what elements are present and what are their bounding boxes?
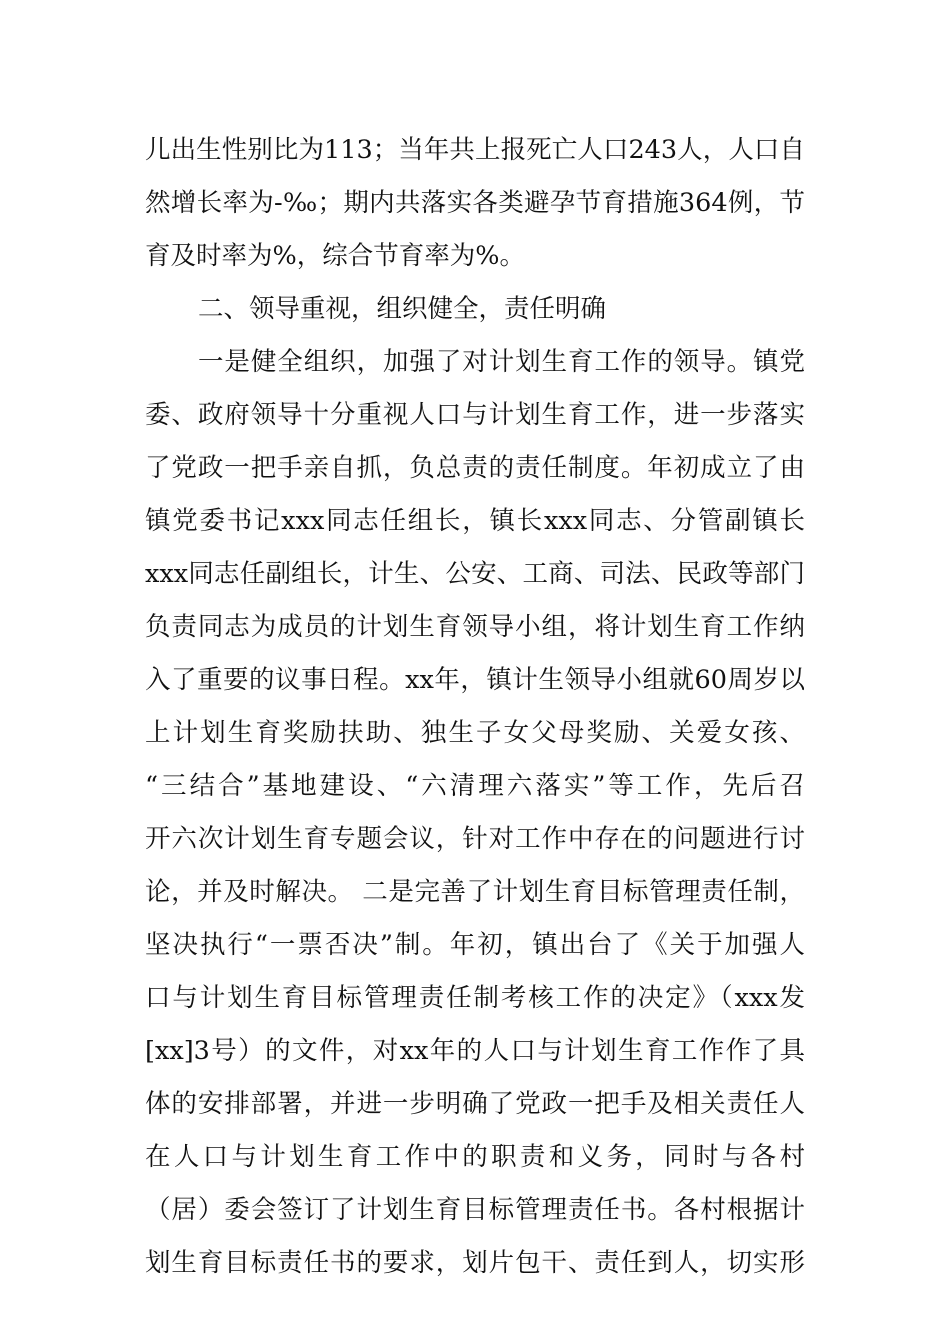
text-line: “三结合”基地建设、“六清理六落实”等工作，先后召 bbox=[145, 771, 805, 801]
section-heading: 二、领导重视，组织健全，责任明确 bbox=[198, 294, 607, 324]
text-line: 然增长率为-‰；期内共落实各类避孕节育措施364例，节 bbox=[145, 188, 805, 218]
text-line: 论，并及时解决。 二是完善了计划生育目标管理责任制， bbox=[145, 877, 805, 907]
text-line: 划生育目标责任书的要求，划片包干、责任到人，切实形 bbox=[145, 1248, 805, 1278]
text-line: 开六次计划生育专题会议，针对工作中存在的问题进行讨 bbox=[145, 824, 805, 854]
text-line: 儿出生性别比为113；当年共上报死亡人口243人，人口自 bbox=[145, 135, 805, 165]
text-line: 上计划生育奖励扶助、独生子女父母奖励、关爱女孩、 bbox=[145, 718, 805, 748]
text-line: [xx]3号）的文件，对xx年的人口与计划生育工作作了具 bbox=[145, 1036, 805, 1066]
text-line: （居）委会签订了计划生育目标管理责任书。各村根据计 bbox=[145, 1195, 805, 1225]
text-line: 了党政一把手亲自抓，负总责的责任制度。年初成立了由 bbox=[145, 453, 805, 483]
text-line: 育及时率为%，综合节育率为%。 bbox=[145, 241, 525, 271]
text-line: 坚决执行“一票否决”制。年初，镇出台了《关于加强人 bbox=[145, 930, 805, 960]
text-line: xxx同志任副组长，计生、公安、工商、司法、民政等部门 bbox=[145, 559, 805, 589]
text-line: 镇党委书记xxx同志任组长，镇长xxx同志、分管副镇长 bbox=[145, 506, 805, 536]
text-line: 负责同志为成员的计划生育领导小组，将计划生育工作纳 bbox=[145, 612, 805, 642]
text-line: 体的安排部署，并进一步明确了党政一把手及相关责任人 bbox=[145, 1089, 805, 1119]
text-line: 一是健全组织，加强了对计划生育工作的领导。镇党 bbox=[198, 347, 805, 377]
text-line: 口与计划生育目标管理责任制考核工作的决定》（xxx发 bbox=[145, 983, 805, 1013]
text-line: 委、政府领导十分重视人口与计划生育工作，进一步落实 bbox=[145, 400, 805, 430]
text-line: 在人口与计划生育工作中的职责和义务，同时与各村 bbox=[145, 1142, 805, 1172]
text-line: 入了重要的议事日程。xx年，镇计生领导小组就60周岁以 bbox=[145, 665, 805, 695]
